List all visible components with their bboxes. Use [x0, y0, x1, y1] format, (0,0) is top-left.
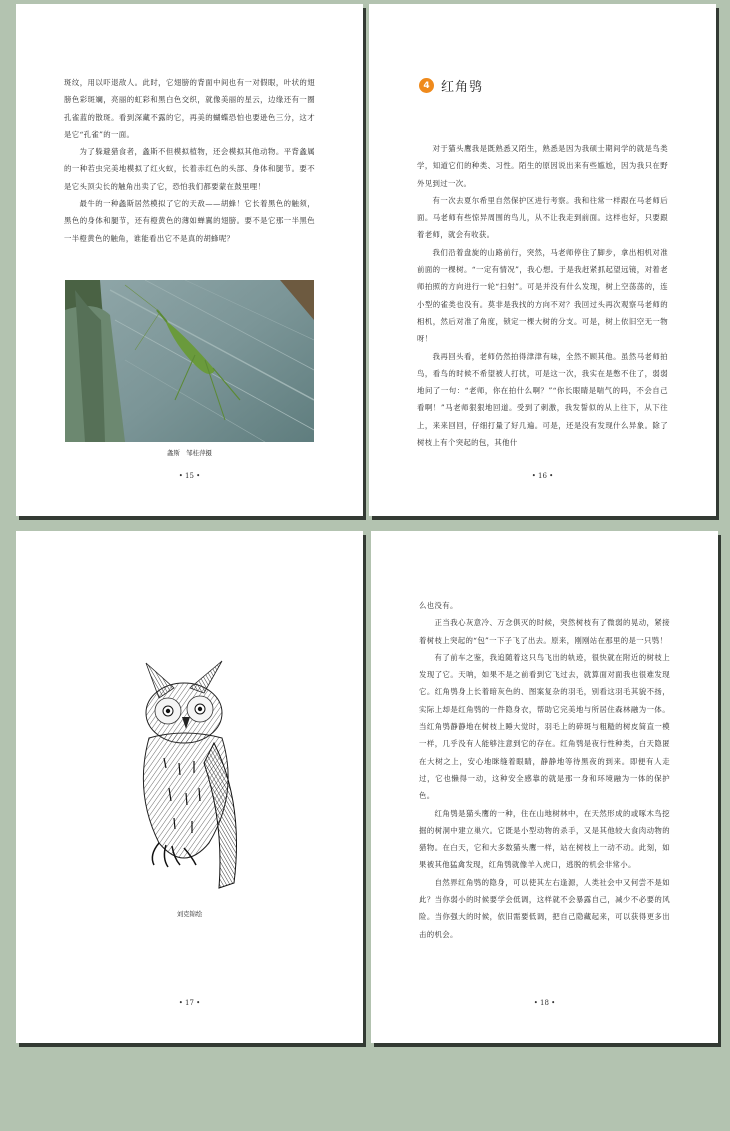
paragraph: 自然界红角鸮的隐身，可以使其左右逢源，人类社会中又何尝不是如此？当你弱小的时候要学会低调，这样就不会暴露自己，减少不必要的风险。当你强大的时候，依旧需要低调，把自己隐藏起来，可以获得更多出击的机会。: [419, 877, 670, 939]
paragraph: 有一次去夏尔希里自然保护区进行考察。我和往常一样跟在马老师后面。马老师有些惊异周围的鸟儿，从不让我走到前面。这样也好，只要跟着老师，就会有收获。: [417, 195, 668, 240]
page-18: [371, 531, 718, 1043]
page-16-text: [417, 140, 668, 451]
katydid-photo: [65, 280, 314, 442]
paragraph: 对于猫头鹰我是既熟悉又陌生，熟悉是因为我硕士期间学的就是鸟类学，知道它们的种类、习性。陌生的原因说出来有些尴尬，因为我只在野外见到过一次。: [417, 144, 668, 188]
page-number: • 17 •: [178, 999, 201, 1007]
page-16: [369, 4, 716, 516]
owl-illustration: [104, 643, 274, 898]
paragraph: 红角鸮是猫头鹰的一种，住在山地树林中，在天然形成的或啄木鸟挖掘的树洞中建立巢穴。它既是小型动物的杀手，又是其他较大食肉动物的猎物。在白天，它和大多数猫头鹰一样，站在树枝上一动不动。此刻，如果被其他猛禽发现，红角鸮就像羊入虎口，逃脱的机会非常小。: [419, 808, 670, 870]
paragraph: 斑纹，用以吓退敌人。此时，它翅膀的背面中间也有一对假眼，叶状的翅膀色彩斑斓，亮丽的虹彩和黑白色交织，就像美丽的星云，边缘还有一圈孔雀蓝的散斑。看到深藏不露的它，再美的蝴蝶恐怕也要逊色三分，这才是它“孔雀”的一面。: [64, 78, 315, 139]
paragraph: 为了躲避猎食者，螽斯不但模拟植物，还会模拟其他动物。平背螽属的一种若虫完美地模拟了红火蚁，长着赤红色的头部、身体和腿节。要不是它头顶尖长的触角出卖了它，恐怕我们都要蒙在鼓里哩！: [64, 147, 315, 191]
page-15-text: [64, 74, 315, 247]
chapter-title: 红角鸮: [441, 80, 484, 95]
paragraph: 正当我心灰意冷、万念俱灭的时候，突然树枝有了微弱的晃动，紧接着树枝上突起的“包”一下子飞了出去。原来，刚刚站在那里的是一只鸮！: [419, 618, 670, 645]
page-15: [16, 4, 363, 516]
illustration-caption: 刘克锦绘: [176, 910, 203, 918]
page-number: • 18 •: [533, 999, 556, 1007]
paragraph: 有了前车之鉴，我追随着这只鸟飞出的轨迹，很快就在附近的树枝上发现了它。天呐，如果不是之前看到它飞过去，就算面对面我也很难发现它。红角鸮身上长着暗灰色的、图案复杂的羽毛，别看这羽毛其貌不扬，实际上却是红角鸮的一件隐身衣，帮助它完美地与所居住森林融为一体。当红角鸮静静地在树枝上睡大觉时，羽毛上的碎斑与粗糙的树皮简直一模一样，几乎没有人能够注意到它的存在。红角鸮是夜行性种类，白天隐匿在大树之上，安心地眯缝着眼睛，静静地等待黑夜的到来。即便有人走过，它也懒得一动，这种安全感靠的就是那一身和环境融为一体的保护色。: [419, 652, 670, 801]
paragraph: 我们沿着盘旋的山路前行，突然，马老师停住了脚步，拿出相机对准前面的一棵树。“一定有情况”，我心想。于是我赶紧抓起望远镜，对着老师拍照的方向进行一轮“扫射”。可是并没有什么发现，树上空荡荡的，连小型的雀类也没有。莫非是我找的方向不对？我回过头再次观察马老师的相机，然后对准了角度，锁定一棵大树的分支。可是，树上依旧空无一物呀！: [417, 247, 668, 344]
chapter-heading: [419, 76, 483, 95]
paragraph: 最牛的一种螽斯居然模拟了它的天敌——胡蜂！它长着黑色的触须，黑色的身体和腿节，还有橙黄色的薄如蝉翼的翅膀。要不是它那一半黑色一半橙黄色的触角，谁能看出它不是真的胡蜂呢？: [64, 199, 315, 243]
photo-caption: 螽斯 邹桂萍摄: [167, 449, 212, 457]
page-number: • 15 •: [178, 472, 201, 480]
paragraph: 么也没有。: [419, 601, 458, 610]
page-number: • 16 •: [531, 472, 554, 480]
chapter-number-badge: 4: [419, 78, 434, 93]
paragraph: 我再回头看，老师仍然拍得津津有味，全然不顾其他。虽然马老师拍鸟，看鸟的时候不希望被人打扰，可是这一次，我实在是憋不住了，弱弱地问了一句：“老师，你在拍什么啊？”“你长眼睛是喘气的吗，不会自己看啊！”马老师狠狠地回道。受到了刺激，我发誓似的从上往下，从下往上，来来回回，仔细打量了好几遍。可是，还是没有发现什么异象。除了树枝上有个突起的包，其他什: [417, 351, 668, 448]
page-17: [16, 531, 363, 1043]
page-18-text: [419, 597, 670, 943]
